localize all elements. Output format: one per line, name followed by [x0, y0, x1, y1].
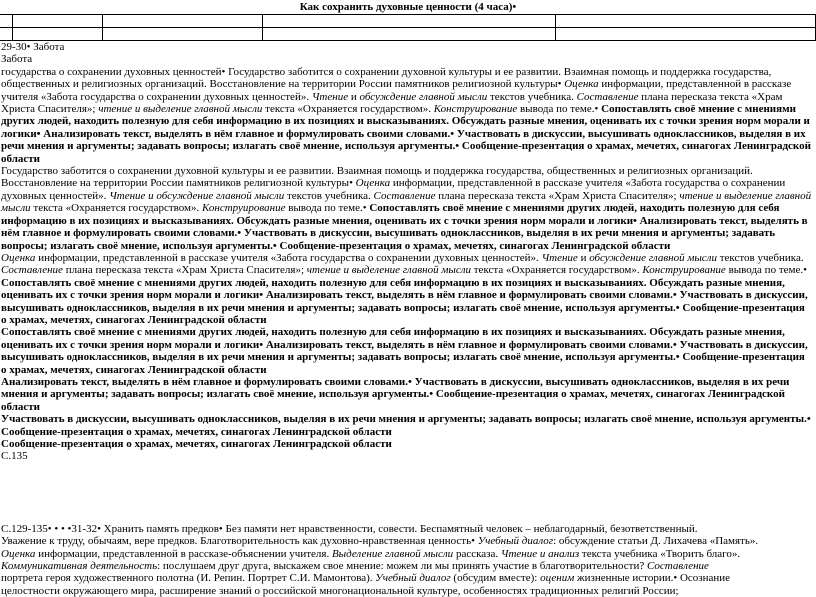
- paragraph-4: Сопоставлять своё мнение с мнениями других людей, находить полезную для себя информацию в их позициях и высказываниях. Обсуждать разные мнения, оценивать их с точки зрения норм морали и логики• Анализировать текст, выделять в нём главное и формулировать своими словами.• Участвовать в дискуссии, высушивать одноклассников, выделяя в их речи мнения и аргументы; задавать вопросы; излагать своё мнение, используя аргументы.• Сообщение-презентация о храмах, мечетях, синагогах Ленинградской области: [1, 326, 808, 376]
- lesson-2-line-2: Уважение к труду, обычаям, вере предков. Благотворительность как духовно-нравственная ценность• Учебный диалог: обсуждение статьи Д. Лихачева «Память».: [1, 535, 759, 548]
- lesson-2-line-3: Оценка информации, представленной в рассказе-объяснении учителя. Выделение главной мысли рассказа. Чтение и анализ текста учебника «Творить благо».: [1, 547, 741, 560]
- page-title: Как сохранить духовные ценности (4 часа)•: [299, 1, 517, 13]
- lesson-2-line-1: С.129-135• • • •31-32• Хранить память предков• Без памяти нет нравственности, совести. Беспамятный человек – неблагодарный, безответственный.: [1, 522, 698, 535]
- paragraph-1: государства о сохранении духовных ценностей• Государство заботится о сохранении духовной культуры и ее развитии. Взаимная помощь и поддержка государства, общественных и религиозных организаций. Восстановление на территории России памятников религиозной культуры• Оценка информации, представленной в рассказе учителя «Забота государства о сохранении духовных ценностей». Чтение и обсуждение главной мысли текстов учебника. Составление плана пересказа текста «Храм Христа Спасителя»; чтение и выделение главной мысли текста «Охраняется государством». Конструирование вывода по теме.• Сопоставлять своё мнение с мнениями других людей, находить полезную для себя информацию в их позициях и высказываниях. Обсуждать разные мнения, оценивать их с точки зрения норм морали и логики• Анализировать текст, выделять в нём главное и формулировать своими словами.• Участвовать в дискуссии, высушивать одноклассников, выделяя в их речи мнения и аргументы; задавать вопросы; излагать своё мнение, используя аргументы.• Сообщение-презентация о храмах, мечетях, синагогах Ленинградской области: [1, 65, 811, 165]
- table-grid: [0, 14, 816, 41]
- lesson-2-line-5: портрета героя художественного полотна (И. Репин. Портрет С.И. Мамонтова). Учебный диалог (обсудим вместе): оценим жизненные истории.• Осознание: [1, 572, 731, 585]
- lesson-heading: 29-30• Забота: [1, 41, 65, 53]
- page-reference: С.135: [1, 450, 28, 463]
- lesson-subheading: Забота: [1, 53, 33, 66]
- paragraph-7: Сообщение-презентация о храмах, мечетях, синагогах Ленинградской области: [1, 438, 392, 450]
- paragraph-6: Участвовать в дискуссии, высушивать одноклассников, выделяя в их речи мнения и аргументы; задавать вопросы; излагать своё мнение, используя аргументы.• Сообщение-презентация о храмах, мечетях, синагогах Ленинградской области: [1, 413, 811, 438]
- paragraph-5: Анализировать текст, выделять в нём главное и формулировать своими словами.• Участвовать в дискуссии, высушивать одноклассников, выделяя в их речи мнения и аргументы; задавать вопросы; излагать своё мнение, используя аргументы.• Сообщение-презентация о храмах, мечетях, синагогах Ленинградской области: [1, 375, 790, 413]
- lesson-2-line-4: Коммуникативная деятельность: послушаем друг друга, выскажем свое мнение: можем ли мы принять участие в благотворительности? Составление: [1, 560, 709, 573]
- paragraph-3: Оценка информации, представленной в рассказе учителя «Забота государства о сохранении духовных ценностей». Чтение и обсуждение главной мысли текстов учебника. Составление плана пересказа текста «Храм Христа Спасителя»; чтение и выделение главной мысли текста «Охраняется государством». Конструирование вывода по теме.• Сопоставлять своё мнение с мнениями других людей, находить полезную для себя информацию в их позициях и высказываниях. Обсуждать разные мнения, оценивать их с точки зрения норм морали и логики• Анализировать текст, выделять в нём главное и формулировать своими словами.• Участвовать в дискуссии, высушивать одноклассников, выделяя в их речи мнения и аргументы; задавать вопросы; излагать своё мнение, используя аргументы.• Сообщение-презентация о храмах, мечетях, синагогах Ленинградской области: [1, 251, 808, 326]
- paragraph-2: Государство заботится о сохранении духовной культуры и ее развитии. Взаимная помощь и поддержка государства, общественных и религиозных организаций. Восстановление на территории России памятников религиозной культуры• Оценка информации, представленной в рассказе учителя «Забота государства о сохранении духовных ценностей». Чтение и обсуждение главной мысли текстов учебника. Составление плана пересказа текста «Храм Христа Спасителя»; чтение и выделение главной мысли текста «Охраняется государством». Конструирование вывода по теме.• Сопоставлять своё мнение с мнениями других людей, находить полезную для себя информацию в их позициях и высказываниях. Обсуждать разные мнения, оценивать их с точки зрения норм морали и логики• Анализировать текст, выделять в нём главное и формулировать своими словами.• Участвовать в дискуссии, высушивать одноклассников, выделяя в их речи мнения и аргументы; задавать вопросы; излагать своё мнение, используя аргументы.• Сообщение-презентация о храмах, мечетях, синагогах Ленинградской области: [1, 165, 812, 252]
- lesson-2-line-6: целостности окружающего мира, расширение знаний о российской многонациональной культуре, особенностях традиционных религий России;: [1, 584, 679, 597]
- lesson-content: [1, 41, 813, 597]
